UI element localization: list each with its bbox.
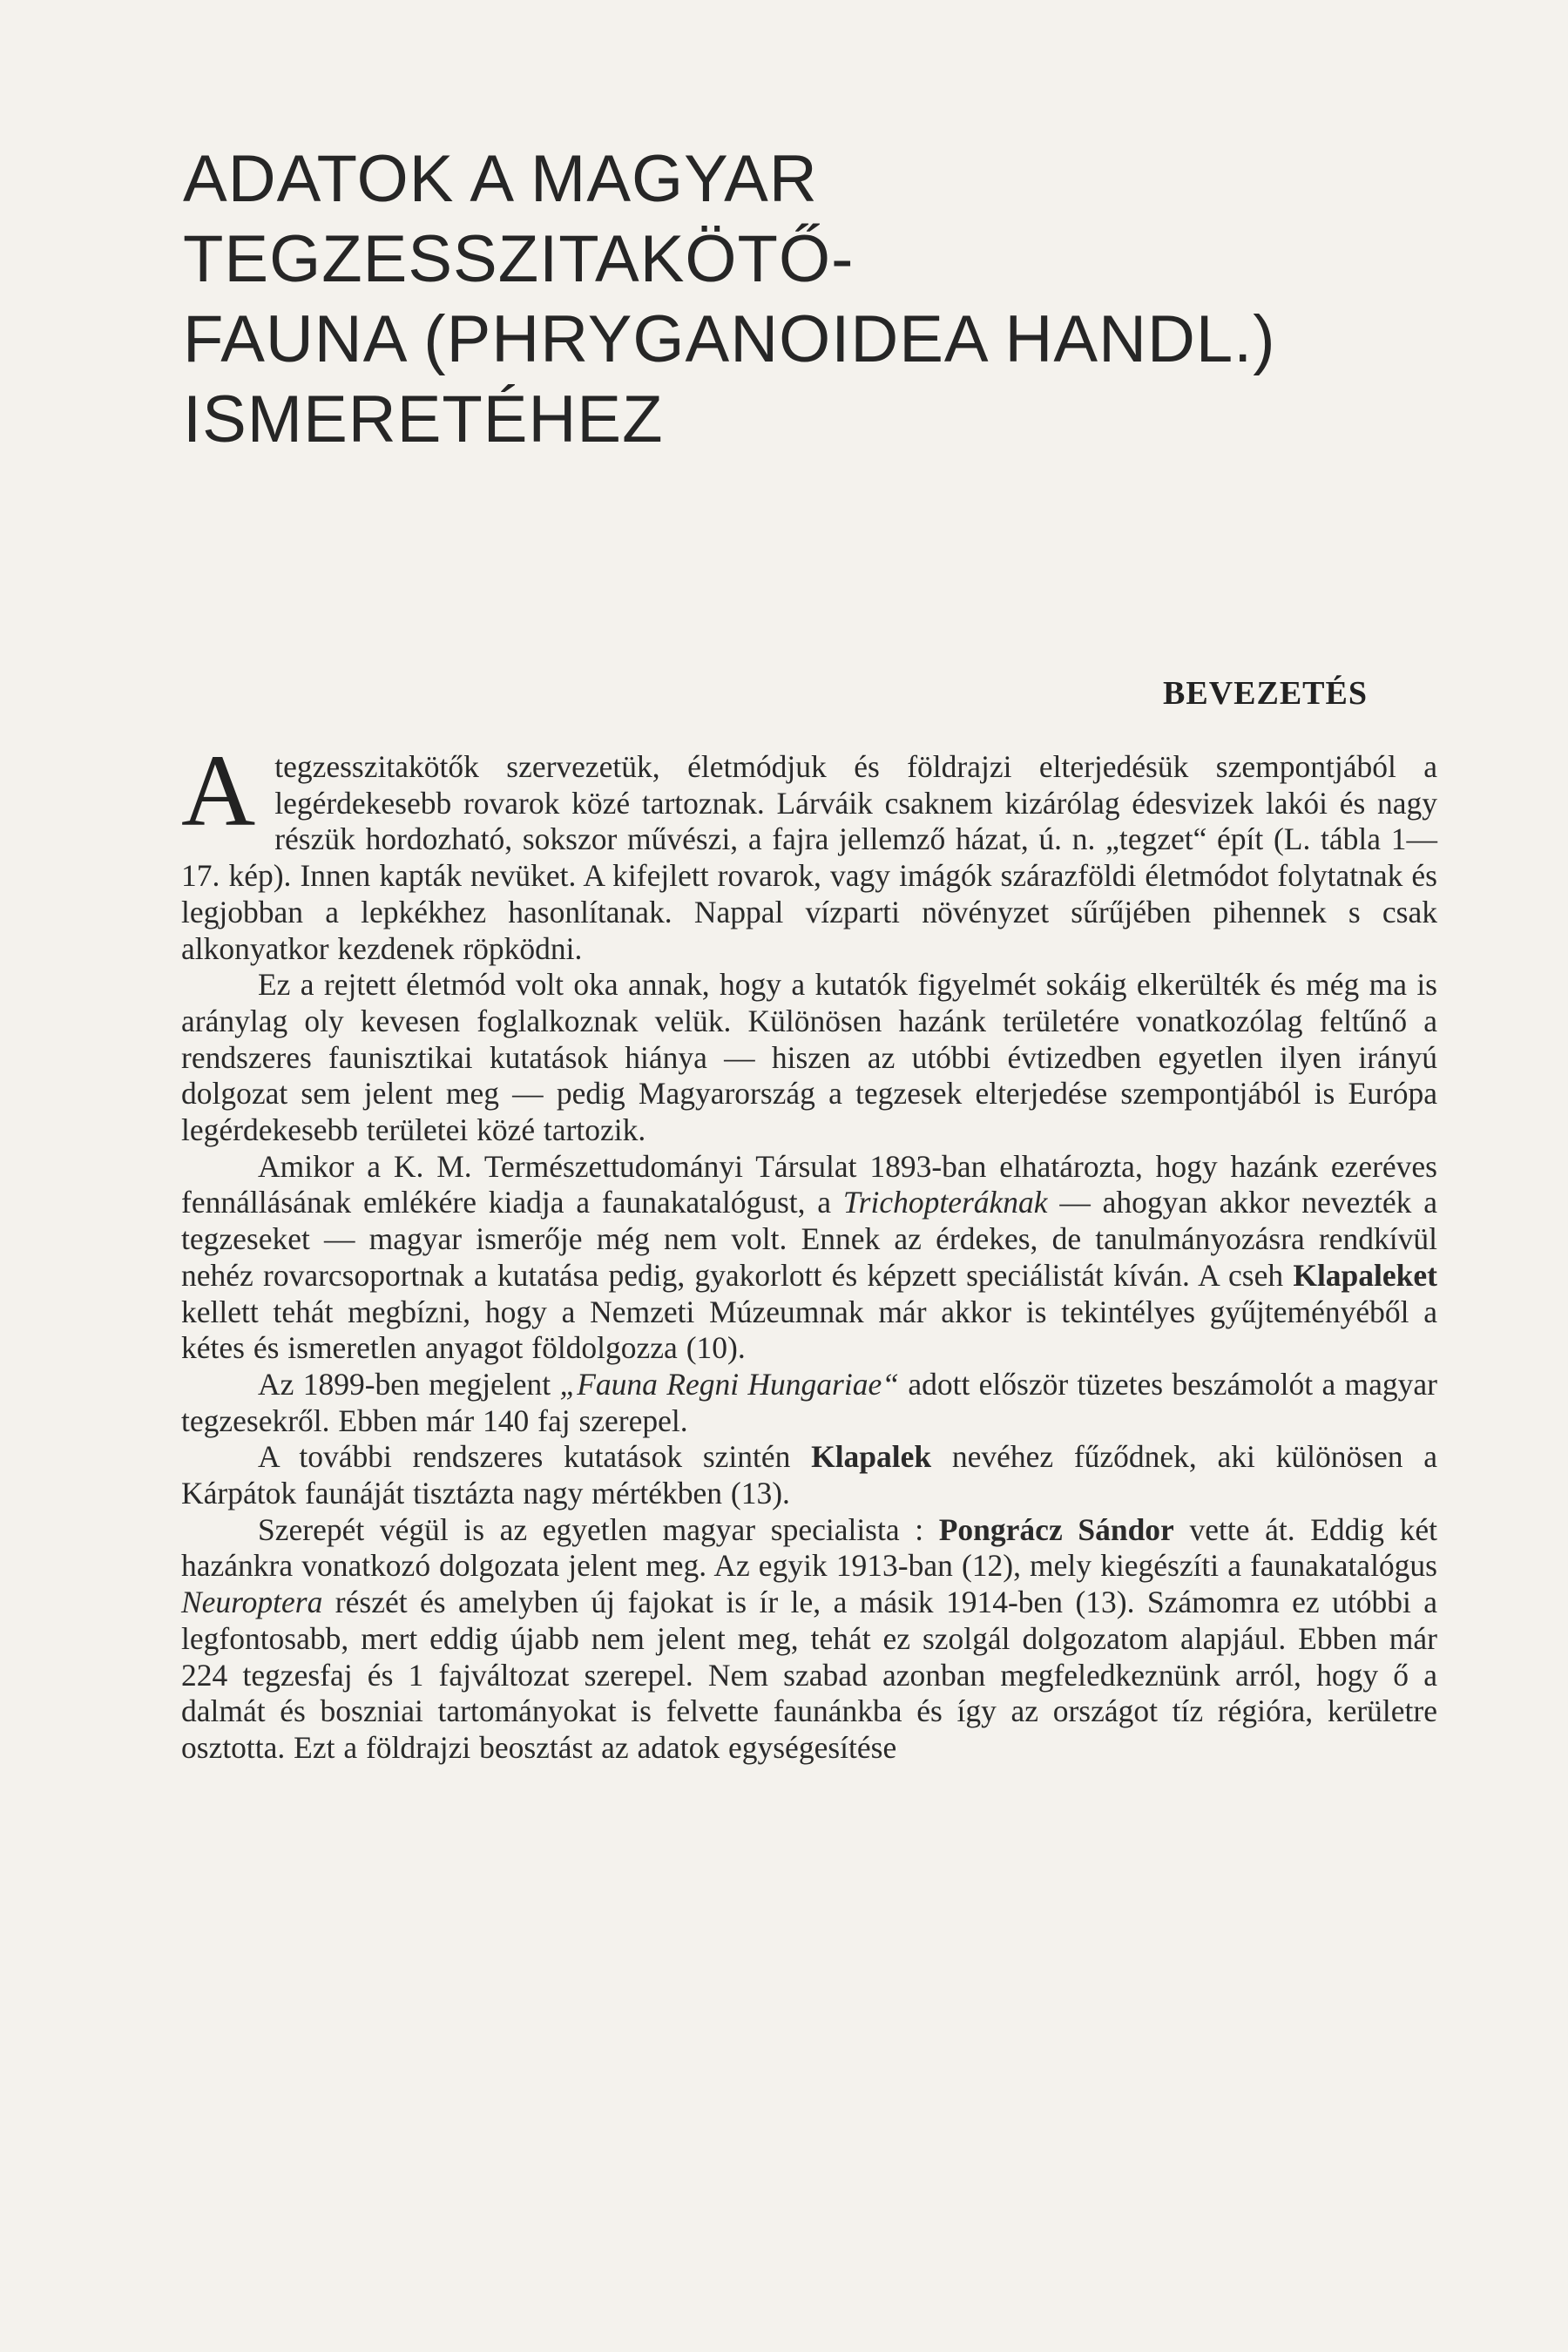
title-line-2: FAUNA (PHRYGANOIDEA HANDL.) xyxy=(183,302,1276,376)
paragraph-text: — ahogyan akkor nevezték a tegzeseket — magyar ismerője még nem volt. Ennek az érdekes, de tanulmányozásra rendkívül nehéz rovarcsoportnak a kutatása pedig, gyakorlott és képzett speciálistát kíván. A cseh xyxy=(181,1185,1437,1293)
article-body xyxy=(181,733,1438,1767)
paragraph-text: nevéhez fűződnek, aki különösen a Kárpátok faunáját tisztázta nagy mértékben (13). xyxy=(181,1439,1437,1511)
section-heading: BEVEZETÉS xyxy=(1163,675,1368,712)
paragraph-text: Szerepét végül is az egyetlen magyar specialista : xyxy=(258,1511,939,1547)
bold-name: Klapalek xyxy=(811,1439,932,1475)
paragraph-text: Ez a rejtett életmód volt oka annak, hogy a kutatók figyelmét sokáig elkerülték és még ma is aránylag oly kevesen foglalkoznak velük. Különösen hazánk területére vonatkozólag feltűnő a rendszeres faunisztikai kutatások hiánya — hiszen az utóbbi évtizedben egyetlen ilyen irányú dolgozat sem jelent meg — pedig Magyarország a tegzesek elterjedése szempontjából is Európa legérdekesebb területei közé tartozik. xyxy=(181,967,1437,1148)
paragraph-2 xyxy=(181,967,1437,1149)
paragraph-text: kellett tehát megbízni, hogy a Nemzeti Múzeumnak már akkor is tekintélyes gyűjteményéből a kétes és ismeretlen anyagot földolgozza (10). xyxy=(181,1294,1437,1366)
paragraph-text: Az 1899-ben megjelent xyxy=(258,1366,560,1402)
paragraph-6 xyxy=(181,1512,1437,1767)
title-line-1: ADATOK A MAGYAR TEGZESSZITAKÖTŐ- xyxy=(183,142,855,296)
italic-term: Neuroptera xyxy=(181,1585,323,1620)
paragraph-4 xyxy=(181,1367,1437,1439)
paragraph-text: részét és amelyben új fajokat is ír le, a másik 1914-ben (13). Számomra ez utóbbi a legfontosabb, mert eddig újabb nem jelent meg, tehát ez szolgál dolgozatom alapjául. Ebben már 224 tegzesfaj és 1 fajváltozat szerepel. Nem szabad azonban megfeledkeznünk arról, hogy ő a dalmát és boszniai tartományokat is felvette faunánkba és így az országot tíz régióra, kerületre osztotta. Ezt a földrajzi beosztást az adatok egységesítése xyxy=(181,1585,1437,1765)
paragraph-5 xyxy=(181,1439,1437,1511)
drop-cap: A xyxy=(181,733,256,848)
italic-title: „Fauna Regni Hungariae“ xyxy=(559,1366,899,1402)
paragraph-text: A további rendszeres kutatások szintén xyxy=(258,1439,812,1475)
italic-term: Trichopteráknak xyxy=(842,1185,1048,1220)
paragraph-text: vette át. Eddig két hazánkra vonatkozó dolgozata jelent meg. Az egyik 1913-ban (12), mely kiegészíti a faunakatalógus xyxy=(181,1511,1438,1584)
article-title xyxy=(183,139,1446,460)
bold-name: Klapaleket xyxy=(1293,1257,1437,1293)
paragraph-3 xyxy=(181,1149,1437,1367)
paragraph-text: Amikor a K. M. Természettudományi Társulat 1893-ban elhatározta, hogy hazánk ezeréves fennállásának emlékére kiadja a faunakatalógust, a xyxy=(181,1148,1437,1220)
paragraph-text: adott először tüzetes beszámolót a magyar tegzesekről. Ebben már 140 faj szerepel. xyxy=(181,1366,1437,1438)
title-line-3: ISMERETÉHEZ xyxy=(183,382,664,456)
bold-name: Pongrácz Sándor xyxy=(938,1511,1174,1547)
paragraph-text: tegzesszitakötők szervezetük, életmódjuk és földrajzi elterjedésük szempontjából a legérdekesebb rovarok közé tartoznak. Lárváik csaknem kizárólag édesvizek lakói és nagy részük hordozható, sokszor művészi, a fajra jellemző házat, ú. n. „tegzet“ épít (L. tábla 1—17. kép). Innen kapták nevüket. A kifejlett rovarok, vagy imágók szárazföldi életmódot folytatnak és legjobban a lepkékhez hasonlítanak. Nappal vízparti növényzet sűrűjében pihennek s csak alkonyatkor kezdenek röpködni. xyxy=(181,749,1437,966)
paragraph-1 xyxy=(181,733,1437,967)
